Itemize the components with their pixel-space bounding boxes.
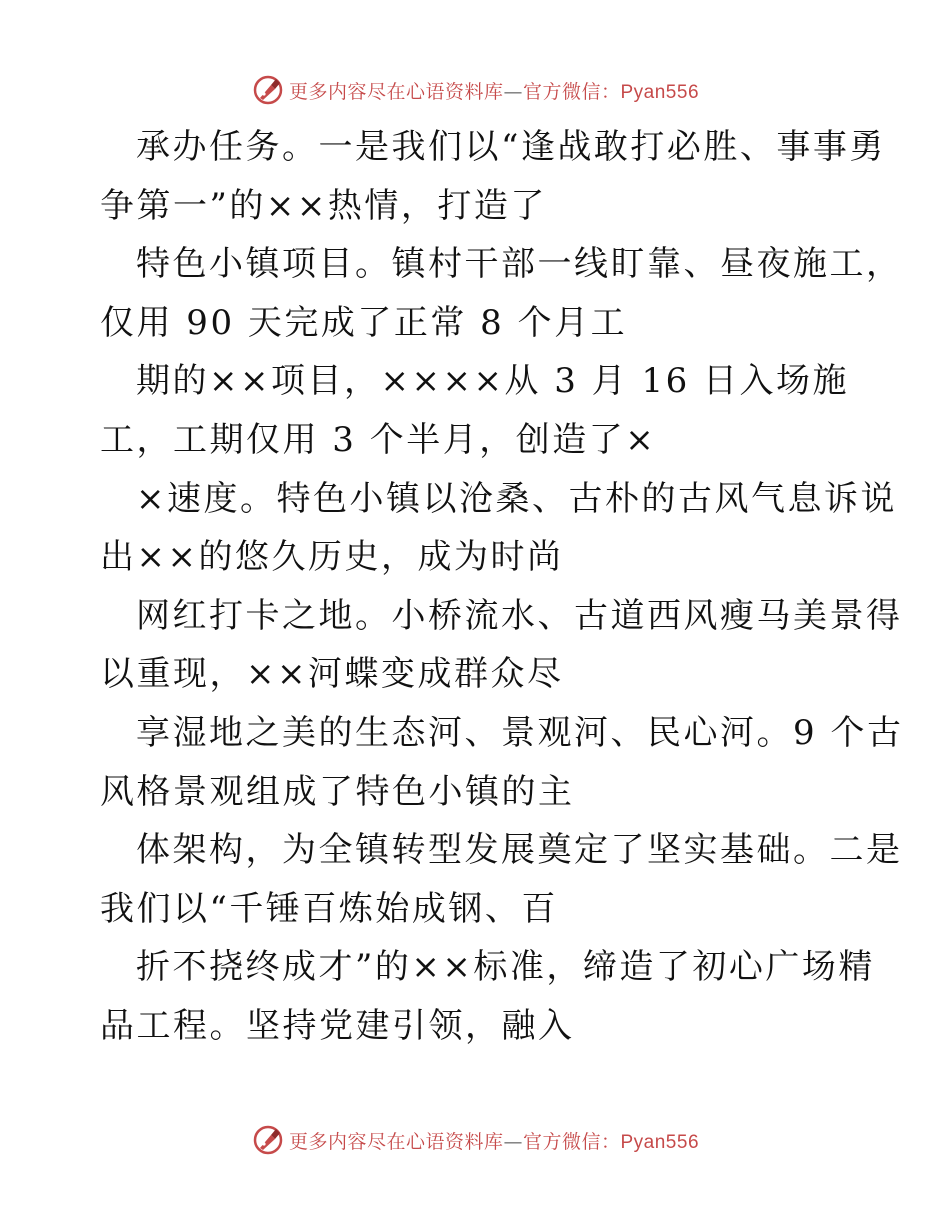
- body-line-9: 网红打卡之地。小桥流水、古道西风瘦马美景得: [136, 595, 903, 636]
- body-line-7: ×速度。特色小镇以沧桑、古朴的古风气息诉说: [136, 478, 897, 519]
- body-line-3: 特色小镇项目。镇村干部一线盯靠、昼夜施工，: [136, 244, 903, 285]
- pen-nib-logo-icon: [251, 1123, 285, 1157]
- pen-nib-logo-icon: [251, 73, 285, 107]
- watermark-text: 更多内容尽在心语资料库—官方微信：Pyan556: [288, 1130, 700, 1153]
- body-line-14: 我们以“千锤百炼始成钢、百: [100, 888, 558, 929]
- body-line-16: 品工程。坚持党建引领，融入: [100, 1005, 575, 1046]
- body-line-8: 出××的悠久历史，成为时尚: [100, 537, 564, 578]
- body-line-1: 承办任务。一是我们以“逢战敢打必胜、事事勇: [136, 127, 886, 167]
- body-line-10: 以重现，××河蝶变成群众尽: [100, 654, 564, 695]
- body-line-12: 风格景观组成了特色小镇的主: [100, 771, 575, 812]
- body-line-5: 期的××项目，××××从 3 月 16 日入场施: [136, 361, 850, 402]
- body-line-2: 争第一”的××热情，打造了: [100, 185, 547, 226]
- watermark-text: 更多内容尽在心语资料库—官方微信：Pyan556: [288, 80, 700, 103]
- body-line-11: 享湿地之美的生态河、景观河、民心河。9 个古: [136, 712, 904, 753]
- body-line-15: 折不挠终成才”的××标准，缔造了初心广场精: [136, 947, 875, 988]
- footer-watermark: [0, 1120, 950, 1160]
- body-line-6: 工，工期仅用 3 个半月，创造了×: [100, 419, 657, 460]
- body-line-4: 仅用 90 天完成了正常 8 个月工: [100, 302, 628, 343]
- header-watermark: [0, 70, 950, 110]
- body-line-13: 体架构，为全镇转型发展奠定了坚实基础。二是: [136, 830, 903, 871]
- document-body: [100, 118, 904, 1056]
